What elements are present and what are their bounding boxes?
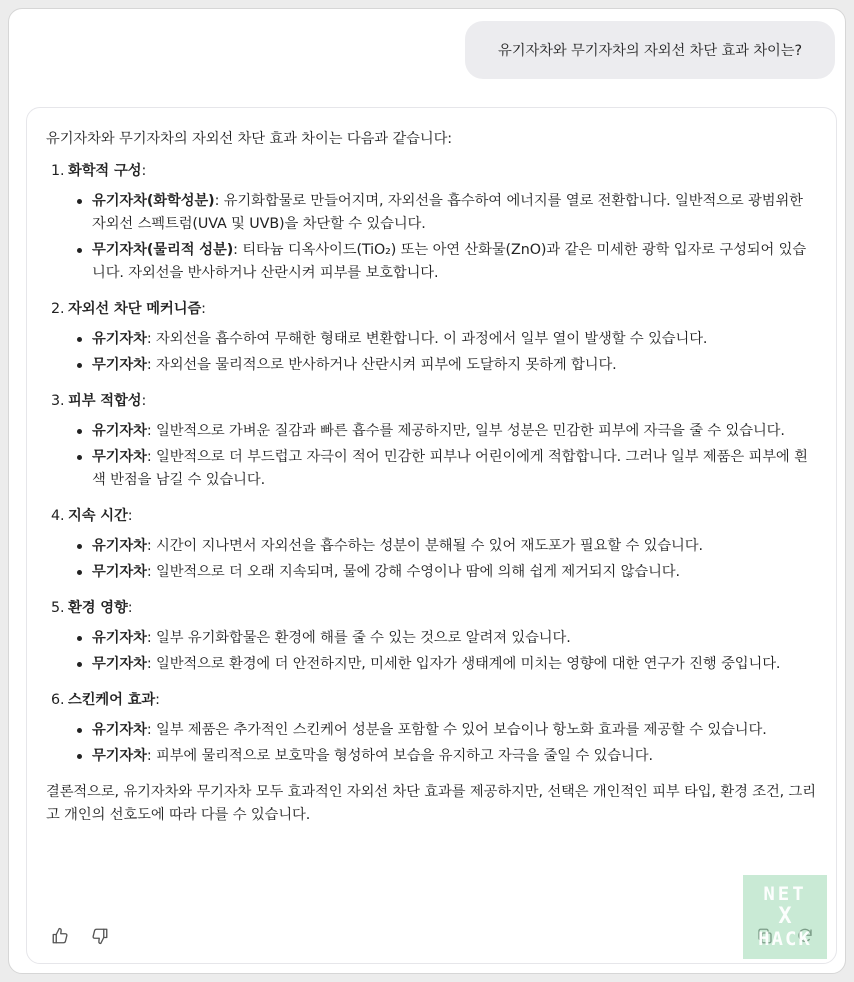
answer-section: [46, 390, 818, 492]
section-number: 4.: [51, 508, 65, 524]
bullet-item: [77, 745, 818, 768]
bullet-list: [46, 535, 818, 584]
section-number: 1.: [51, 163, 65, 179]
section-heading: 4. 지속 시간:: [46, 505, 818, 528]
bullet-item: [77, 719, 818, 742]
bullet-list: [46, 190, 818, 285]
bullet-text: : 시간이 지나면서 자외선을 흡수하는 성분이 분해될 수 있어 재도포가 필요할 수 있습니다.: [146, 538, 703, 554]
bullet-label: 유기자차: [92, 331, 147, 347]
section-heading: 1. 화학적 구성:: [46, 160, 818, 183]
bullet-item: [77, 190, 818, 236]
bullet-label: 무기자차: [92, 449, 147, 465]
bullet-label: 유기자차(화학성분): [92, 193, 215, 209]
bullet-text: : 피부에 물리적으로 보호막을 형성하여 보습을 유지하고 자극을 줄일 수 있습니다.: [146, 748, 653, 764]
section-number: 5.: [51, 600, 65, 616]
bullet-item: [77, 561, 818, 584]
bullet-text: : 일부 제품은 추가적인 스킨케어 성분을 포함할 수 있어 보습이나 항노화 효과를 제공할 수 있습니다.: [146, 722, 767, 738]
section-title: 자외선 차단 메커니즘: [68, 301, 202, 317]
answer-section: [46, 505, 818, 584]
bullet-label: 무기자차: [92, 564, 147, 580]
answer-intro: 유기자차와 무기자차의 자외선 차단 효과 차이는 다음과 같습니다:: [46, 131, 453, 147]
bullet-list: [46, 420, 818, 492]
watermark-logo: [743, 875, 827, 959]
section-number: 6.: [51, 692, 65, 708]
bullet-item: [77, 653, 818, 676]
bullet-text: : 티타늄 디옥사이드(TiO₂) 또는 아연 산화물(ZnO)과 같은 미세한 광학 입자로 구성되어 있습니다. 자외선을 반사하거나 산란시켜 피부를 보호합니다.: [92, 242, 807, 281]
bullet-item: [77, 446, 818, 492]
bullet-list: [46, 627, 818, 676]
section-title: 환경 영향: [68, 600, 128, 616]
bullet-text: : 일반적으로 더 오래 지속되며, 물에 강해 수영이나 땀에 의해 쉽게 제거되지 않습니다.: [146, 564, 680, 580]
bullet-item: [77, 420, 818, 443]
bullet-label: 유기자차: [92, 722, 147, 738]
watermark-bottom-text: HACK: [758, 928, 812, 950]
bullet-item: [77, 354, 818, 377]
bullet-label: 유기자차: [92, 630, 147, 646]
bullet-label: 유기자차: [92, 538, 147, 554]
answer-section: [46, 597, 818, 676]
chat-window: [8, 8, 846, 974]
section-number: 3.: [51, 393, 65, 409]
bullet-label: 무기자차: [92, 357, 147, 373]
bullet-label: 무기자차: [92, 748, 147, 764]
answer-section-list: [46, 160, 818, 768]
answer-section: [46, 689, 818, 768]
assistant-answer-card: [26, 107, 837, 964]
bullet-label: 유기자차: [92, 423, 147, 439]
feedback-bar: [51, 927, 109, 945]
section-heading: 2. 자외선 차단 메커니즘:: [46, 298, 818, 321]
section-title: 지속 시간: [68, 508, 128, 524]
bullet-text: : 자외선을 물리적으로 반사하거나 산란시켜 피부에 도달하지 못하게 합니다.: [146, 357, 617, 373]
bullet-item: [77, 627, 818, 650]
bullet-text: : 일반적으로 더 부드럽고 자극이 적어 민감한 피부나 어린이에게 적합합니다. 그러나 일부 제품은 피부에 흰색 반점을 남길 수 있습니다.: [92, 449, 808, 488]
bullet-label: 무기자차: [92, 656, 147, 672]
bullet-list: [46, 328, 818, 377]
section-number: 2.: [51, 301, 65, 317]
user-message-bubble: [465, 21, 835, 79]
answer-conclusion: 결론적으로, 유기자차와 무기자차 모두 효과적인 자외선 차단 효과를 제공하지만, 선택은 개인적인 피부 타입, 환경 조건, 그리고 개인의 선호도에 따라 다를 수 있습니다.: [46, 784, 816, 823]
bullet-item: [77, 328, 818, 351]
section-title: 화학적 구성: [68, 163, 142, 179]
answer-section: [46, 298, 818, 377]
user-message-text: 유기자차와 무기자차의 자외선 차단 효과 차이는?: [498, 43, 802, 59]
bullet-item: [77, 239, 818, 285]
section-title: 피부 적합성: [68, 393, 142, 409]
thumbs-down-icon[interactable]: [91, 927, 109, 945]
thumbs-up-icon[interactable]: [51, 927, 69, 945]
bullet-text: : 유기화합물로 만들어지며, 자외선을 흡수하여 에너지를 열로 전환합니다. 일반적으로 광범위한 자외선 스펙트럼(UVA 및 UVB)을 차단할 수 있습니다.: [92, 193, 803, 232]
section-heading: 5. 환경 영향:: [46, 597, 818, 620]
bullet-text: : 일부 유기화합물은 환경에 해를 줄 수 있는 것으로 알려져 있습니다.: [146, 630, 571, 646]
bullet-text: : 자외선을 흡수하여 무해한 형태로 변환합니다. 이 과정에서 일부 열이 발생할 수 있습니다.: [146, 331, 708, 347]
bullet-list: [46, 719, 818, 768]
section-heading: 6. 스킨케어 효과:: [46, 689, 818, 712]
watermark-top-text: NET: [763, 883, 807, 905]
section-heading: 3. 피부 적합성:: [46, 390, 818, 413]
bullet-text: : 일반적으로 가벼운 질감과 빠른 흡수를 제공하지만, 일부 성분은 민감한 피부에 자극을 줄 수 있습니다.: [146, 423, 785, 439]
bullet-item: [77, 535, 818, 558]
watermark-mid-text: X: [778, 904, 792, 929]
bullet-label: 무기자차(물리적 성분): [92, 242, 234, 258]
section-title: 스킨케어 효과: [68, 692, 156, 708]
bullet-text: : 일반적으로 환경에 더 안전하지만, 미세한 입자가 생태계에 미치는 영향에 대한 연구가 진행 중입니다.: [146, 656, 781, 672]
answer-section: [46, 160, 818, 285]
